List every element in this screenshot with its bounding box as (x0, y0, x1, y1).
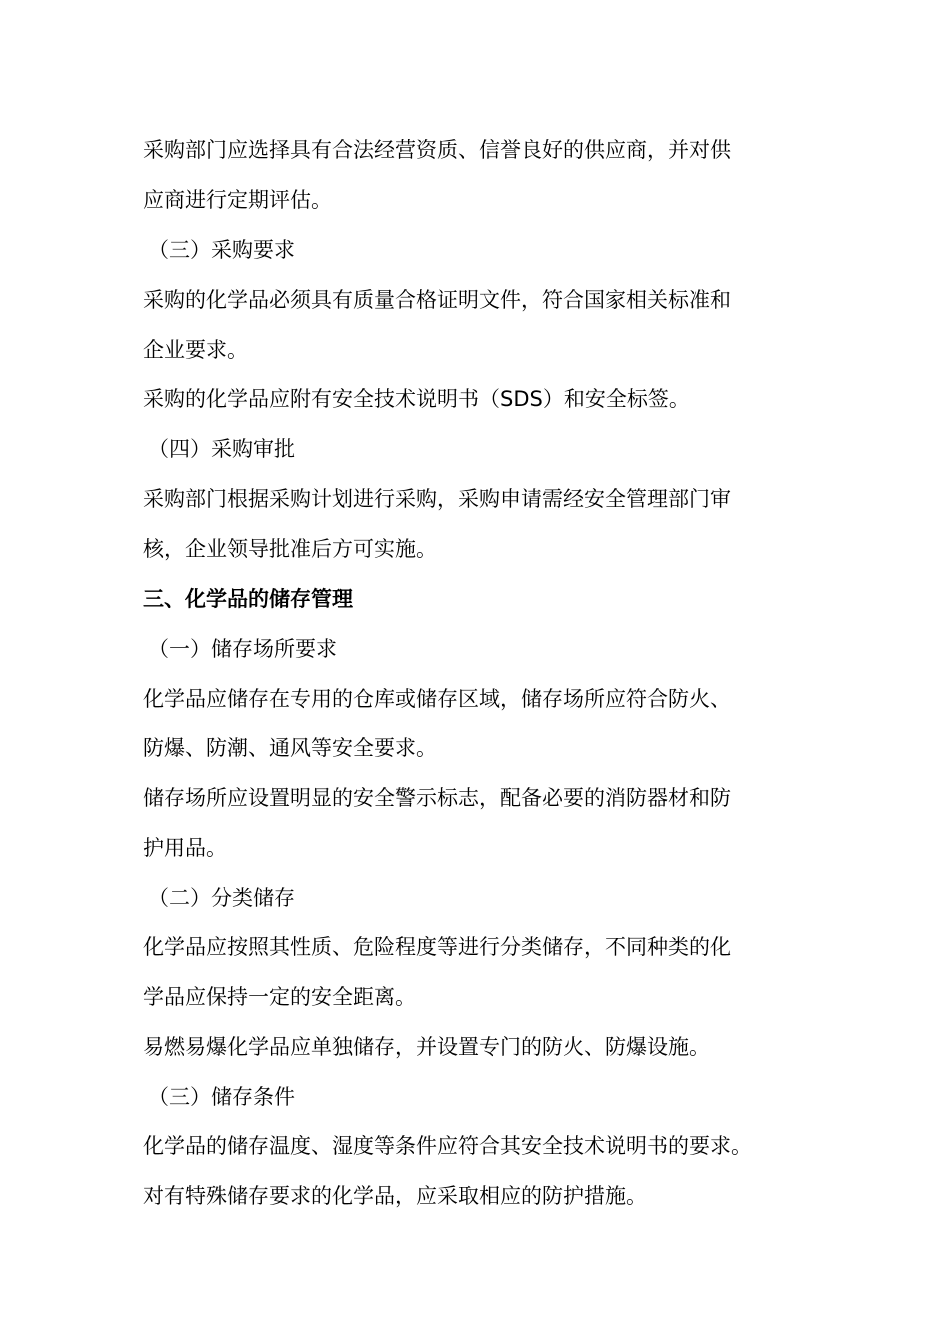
paragraph-line: 核，企业领导批准后方可实施。 (143, 537, 437, 561)
paragraph-line: 学品应保持一定的安全距离。 (143, 985, 416, 1009)
paragraph-line: 对有特殊储存要求的化学品，应采取相应的防护措施。 (143, 1184, 647, 1208)
paragraph-line: 化学品应按照其性质、危险程度等进行分类储存，不同种类的化 (143, 935, 731, 959)
subheading-storage-site-requirements: （一）储存场所要求 (148, 637, 337, 661)
paragraph-line: 采购的化学品应附有安全技术说明书（SDS）和安全标签。 (143, 387, 690, 411)
paragraph-line: 采购部门应选择具有合法经营资质、信誉良好的供应商，并对供 (143, 138, 731, 162)
section-heading-storage-management: 三、化学品的储存管理 (143, 587, 353, 611)
subheading-purchase-requirements: （三）采购要求 (148, 238, 295, 262)
paragraph-line: 易燃易爆化学品应单独储存，并设置专门的防火、防爆设施。 (143, 1035, 710, 1059)
paragraph-line: 护用品。 (143, 836, 227, 860)
paragraph-line: 化学品应储存在专用的仓库或储存区域，储存场所应符合防火、 (143, 687, 731, 711)
paragraph-line: 储存场所应设置明显的安全警示标志，配备必要的消防器材和防 (143, 786, 731, 810)
paragraph-line: 企业要求。 (143, 338, 248, 362)
paragraph-line: 采购部门根据采购计划进行采购，采购申请需经安全管理部门审 (143, 487, 731, 511)
subheading-purchase-approval: （四）采购审批 (148, 437, 295, 461)
subheading-storage-conditions: （三）储存条件 (148, 1085, 295, 1109)
subheading-classified-storage: （二）分类储存 (148, 886, 295, 910)
paragraph-line: 采购的化学品必须具有质量合格证明文件，符合国家相关标准和 (143, 288, 731, 312)
paragraph-line: 应商进行定期评估。 (143, 188, 332, 212)
paragraph-line: 防爆、防潮、通风等安全要求。 (143, 736, 437, 760)
paragraph-line: 化学品的储存温度、湿度等条件应符合其安全技术说明书的要求。 (143, 1134, 752, 1158)
